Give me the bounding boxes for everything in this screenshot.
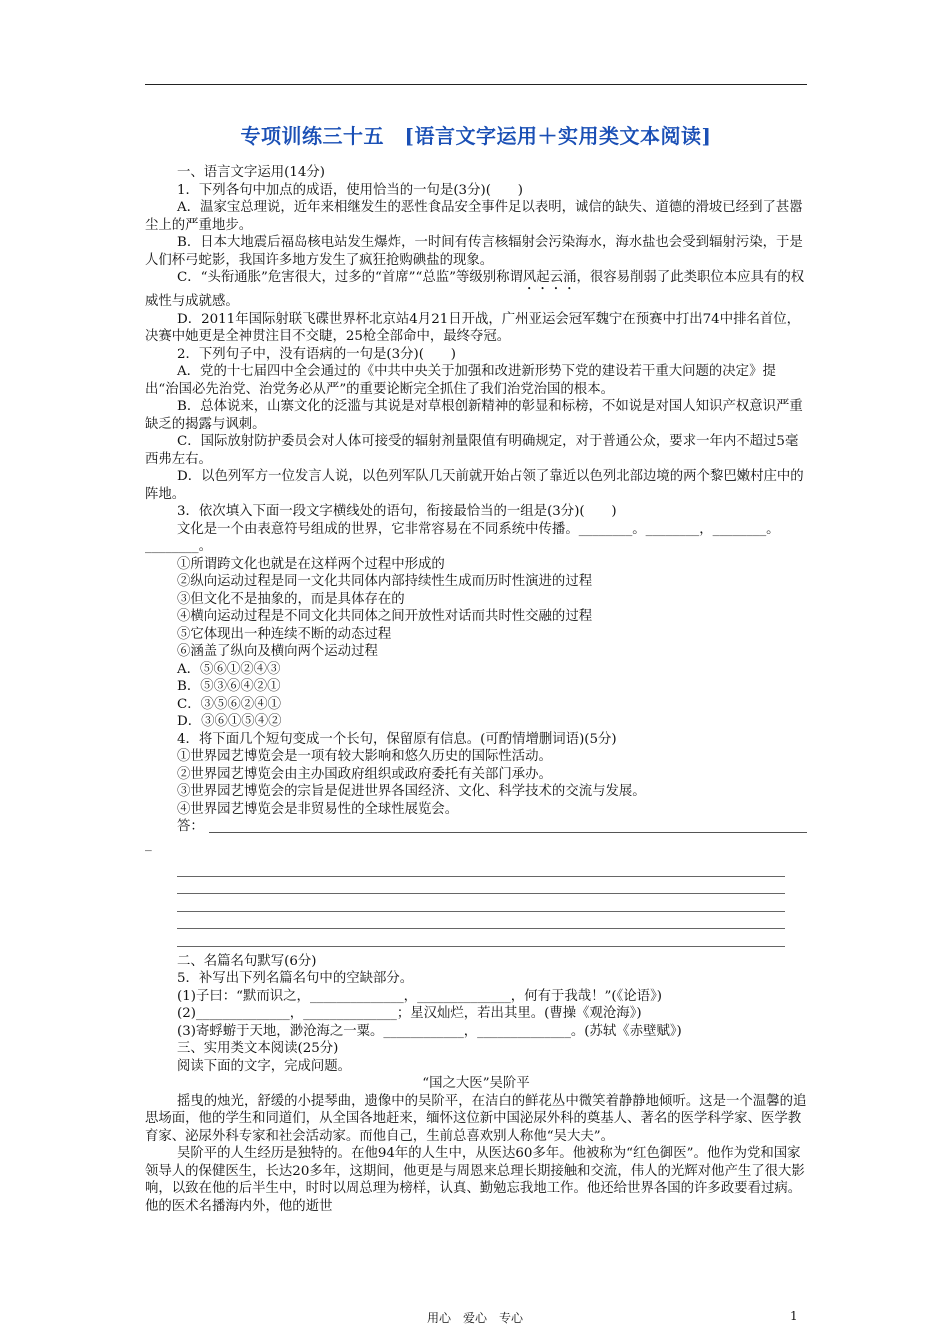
q1-option-c-pre: C．“头衔通胀”危害很大，过多的“首席”“总监”等级别称谓: [177, 270, 523, 285]
answer-line: [177, 859, 785, 877]
q1-option-a: A．温家宝总理说，近年来相继发生的恶性食品安全事件足以表明，诚信的缺失、道德的滑坡已经到了甚嚣尘上的严重地步。: [145, 200, 803, 233]
q4-item: ①世界园艺博览会是一项有较大影响和悠久历史的国际性活动。: [177, 749, 552, 764]
q1-stem: 1．下列各句中加点的成语，使用恰当的一句是(3分)( ): [177, 182, 523, 198]
section-3-heading: 三、实用类文本阅读(25分): [177, 1041, 339, 1056]
q1-option-c-dotted-idiom: 风起云涌: [522, 270, 577, 285]
page-number: 1: [790, 1309, 798, 1323]
q5-line: (3)寄蜉蝣于天地，渺沧海之一粟。____________，______________。(苏轼《赤壁赋》): [177, 1023, 682, 1039]
q3-item: ②纵向运动过程是同一文化共同体内部持续性生成而历时性演进的过程: [177, 574, 593, 589]
answer-line: [177, 912, 785, 930]
q2-stem: 2．下列句子中，没有语病的一句是(3分)( ): [177, 346, 456, 362]
q2-option-a: A．党的十七届四中全会通过的《中共中央关于加强和改进新形势下党的建设若干重大问题的决定》提出“治国必先治党、治党务必从严”的重要论断完全抓住了我们治党治国的根本。: [145, 364, 776, 397]
section-1-heading: 一、语言文字运用(14分): [177, 165, 326, 180]
footer-slogan: 用心 爱心 专心: [426, 1311, 523, 1325]
q3-passage: 文化是一个由表意符号组成的世界，它非常容易在不同系统中传播。________。________，________。________。: [145, 521, 780, 554]
q3-option: C．③⑤⑥②④①: [177, 696, 281, 712]
document-title: 专项训练三十五 [语言文字运用＋实用类文本阅读]: [240, 124, 712, 148]
answer-line: [177, 894, 785, 912]
header-rule: [145, 84, 807, 85]
q4-item: ②世界园艺博览会由主办国政府组织或政府委托有关部门承办。: [177, 766, 552, 782]
q5-stem: 5．补写出下列名篇名句中的空缺部分。: [177, 971, 414, 986]
q3-item: ⑥涵盖了纵向及横向两个运动过程: [177, 644, 378, 659]
q1-option-b: B．日本大地震后福岛核电站发生爆炸，一时间有传言核辐射会污染海水，海水盐也会受到辐射污染，于是人们杯弓蛇影，我国许多地方发生了疯狂抢购碘盐的现象。: [145, 235, 803, 268]
reading-instruction: 阅读下面的文字，完成问题。: [177, 1058, 352, 1074]
article-paragraph: 摇曳的烛光，舒缓的小提琴曲，遗像中的吴阶平，在洁白的鲜花丛中微笑着静静地倾听。这是一个温馨的追思场面，他的学生和同道们，从全国各地赶来，缅怀这位新中国泌尿外科的奠基人、著名的医学科学家、医学教育家、泌尿外科专家和社会活动家。而他自己，生前总喜欢别人称他“吴大夫”。: [145, 1093, 807, 1144]
q1-option-d: D．2011年国际射联飞碟世界杯北京站4月21日开战，广州亚运会冠军魏宁在预赛中打出74中排名首位，决赛中她更是全神贯注目不交睫，25枪全部命中，最终夺冠。: [145, 311, 801, 344]
q4-item: ③世界园艺博览会的宗旨是促进世界各国经济、文化、科学技术的交流与发展。: [177, 784, 646, 799]
q3-option: B．⑤③⑥④②①: [177, 679, 281, 694]
answer-line: [177, 877, 785, 895]
q1-option-c-post: ，很容易削弱了此类职位本应具有的权威性与成就感。: [145, 270, 805, 309]
q3-item: ③但文化不是抽象的，而是具体存在的: [177, 591, 405, 607]
q4-answer-lines: [177, 859, 785, 947]
article-title: “国之大医”吴阶平: [422, 1076, 530, 1091]
section-2-heading: 二、名篇名句默写(6分): [177, 953, 317, 969]
q4-item: ④世界园艺博览会是非贸易性的全球性展览会。: [177, 801, 459, 817]
q3-item: ①所谓跨文化也就是在这样两个过程中形成的: [177, 556, 445, 572]
q4-answer-dash: _: [145, 836, 152, 852]
q2-option-d: D．以色列军方一位发言人说，以色列军队几天前就开始占领了靠近以色列北部边境的两个黎巴嫩村庄中的阵地。: [145, 469, 804, 502]
q4-answer-label: 答：: [177, 819, 204, 834]
answer-line: [209, 832, 807, 833]
document-body: [145, 164, 807, 1215]
q2-option-c: C．国际放射防护委员会对人体可接受的辐射剂量限值有明确规定，对于普通公众，要求一年内不超过5毫西弗左右。: [145, 434, 799, 467]
q3-item: ⑤它体现出一种连续不断的动态过程: [177, 626, 392, 642]
answer-line: [177, 929, 785, 947]
q4-answer-row: [145, 818, 807, 836]
q3-item: ④横向运动过程是不同文化共同体之间开放性对话而共时性交融的过程: [177, 609, 593, 624]
q1-option-c: [145, 269, 807, 311]
q4-stem: 4．将下面几个短句变成一个长句，保留原有信息。(可酌情增删词语)(5分): [177, 731, 617, 747]
q5-line: (1)子曰：“默而识之，______________，______________，何有于我哉！”(《论语》): [177, 988, 662, 1004]
q5-line: (2)______________，______________；星汉灿烂，若出其里。(曹操《观沧海》): [177, 1006, 642, 1021]
q3-stem: 3．依次填入下面一段文字横线处的语句，衔接最恰当的一组是(3分)( ): [177, 504, 617, 519]
q3-option: A．⑤⑥①②④③: [177, 661, 281, 677]
article-paragraph: 吴阶平的人生经历是独特的。在他94年的人生中，从医达60多年。他被称为“红色御医”。他作为党和国家领导人的保健医生，长达20多年，这期间，他更是与周恩来总理长期接触和交流，伟人的光辉对他产生了很大影响，以致在他的后半生中，时时以周总理为榜样，认真、勤勉忘我地工作。他还给世界各国的许多政要看过病。他的医术名播海内外，他的逝世: [145, 1146, 805, 1214]
q2-option-b: B．总体说来，山寨文化的泛滥与其说是对草根创新精神的彰显和标榜，不如说是对国人知识产权意识严重缺乏的揭露与讽刺。: [145, 399, 803, 432]
q3-option: D．③⑥①⑤④②: [177, 714, 282, 729]
